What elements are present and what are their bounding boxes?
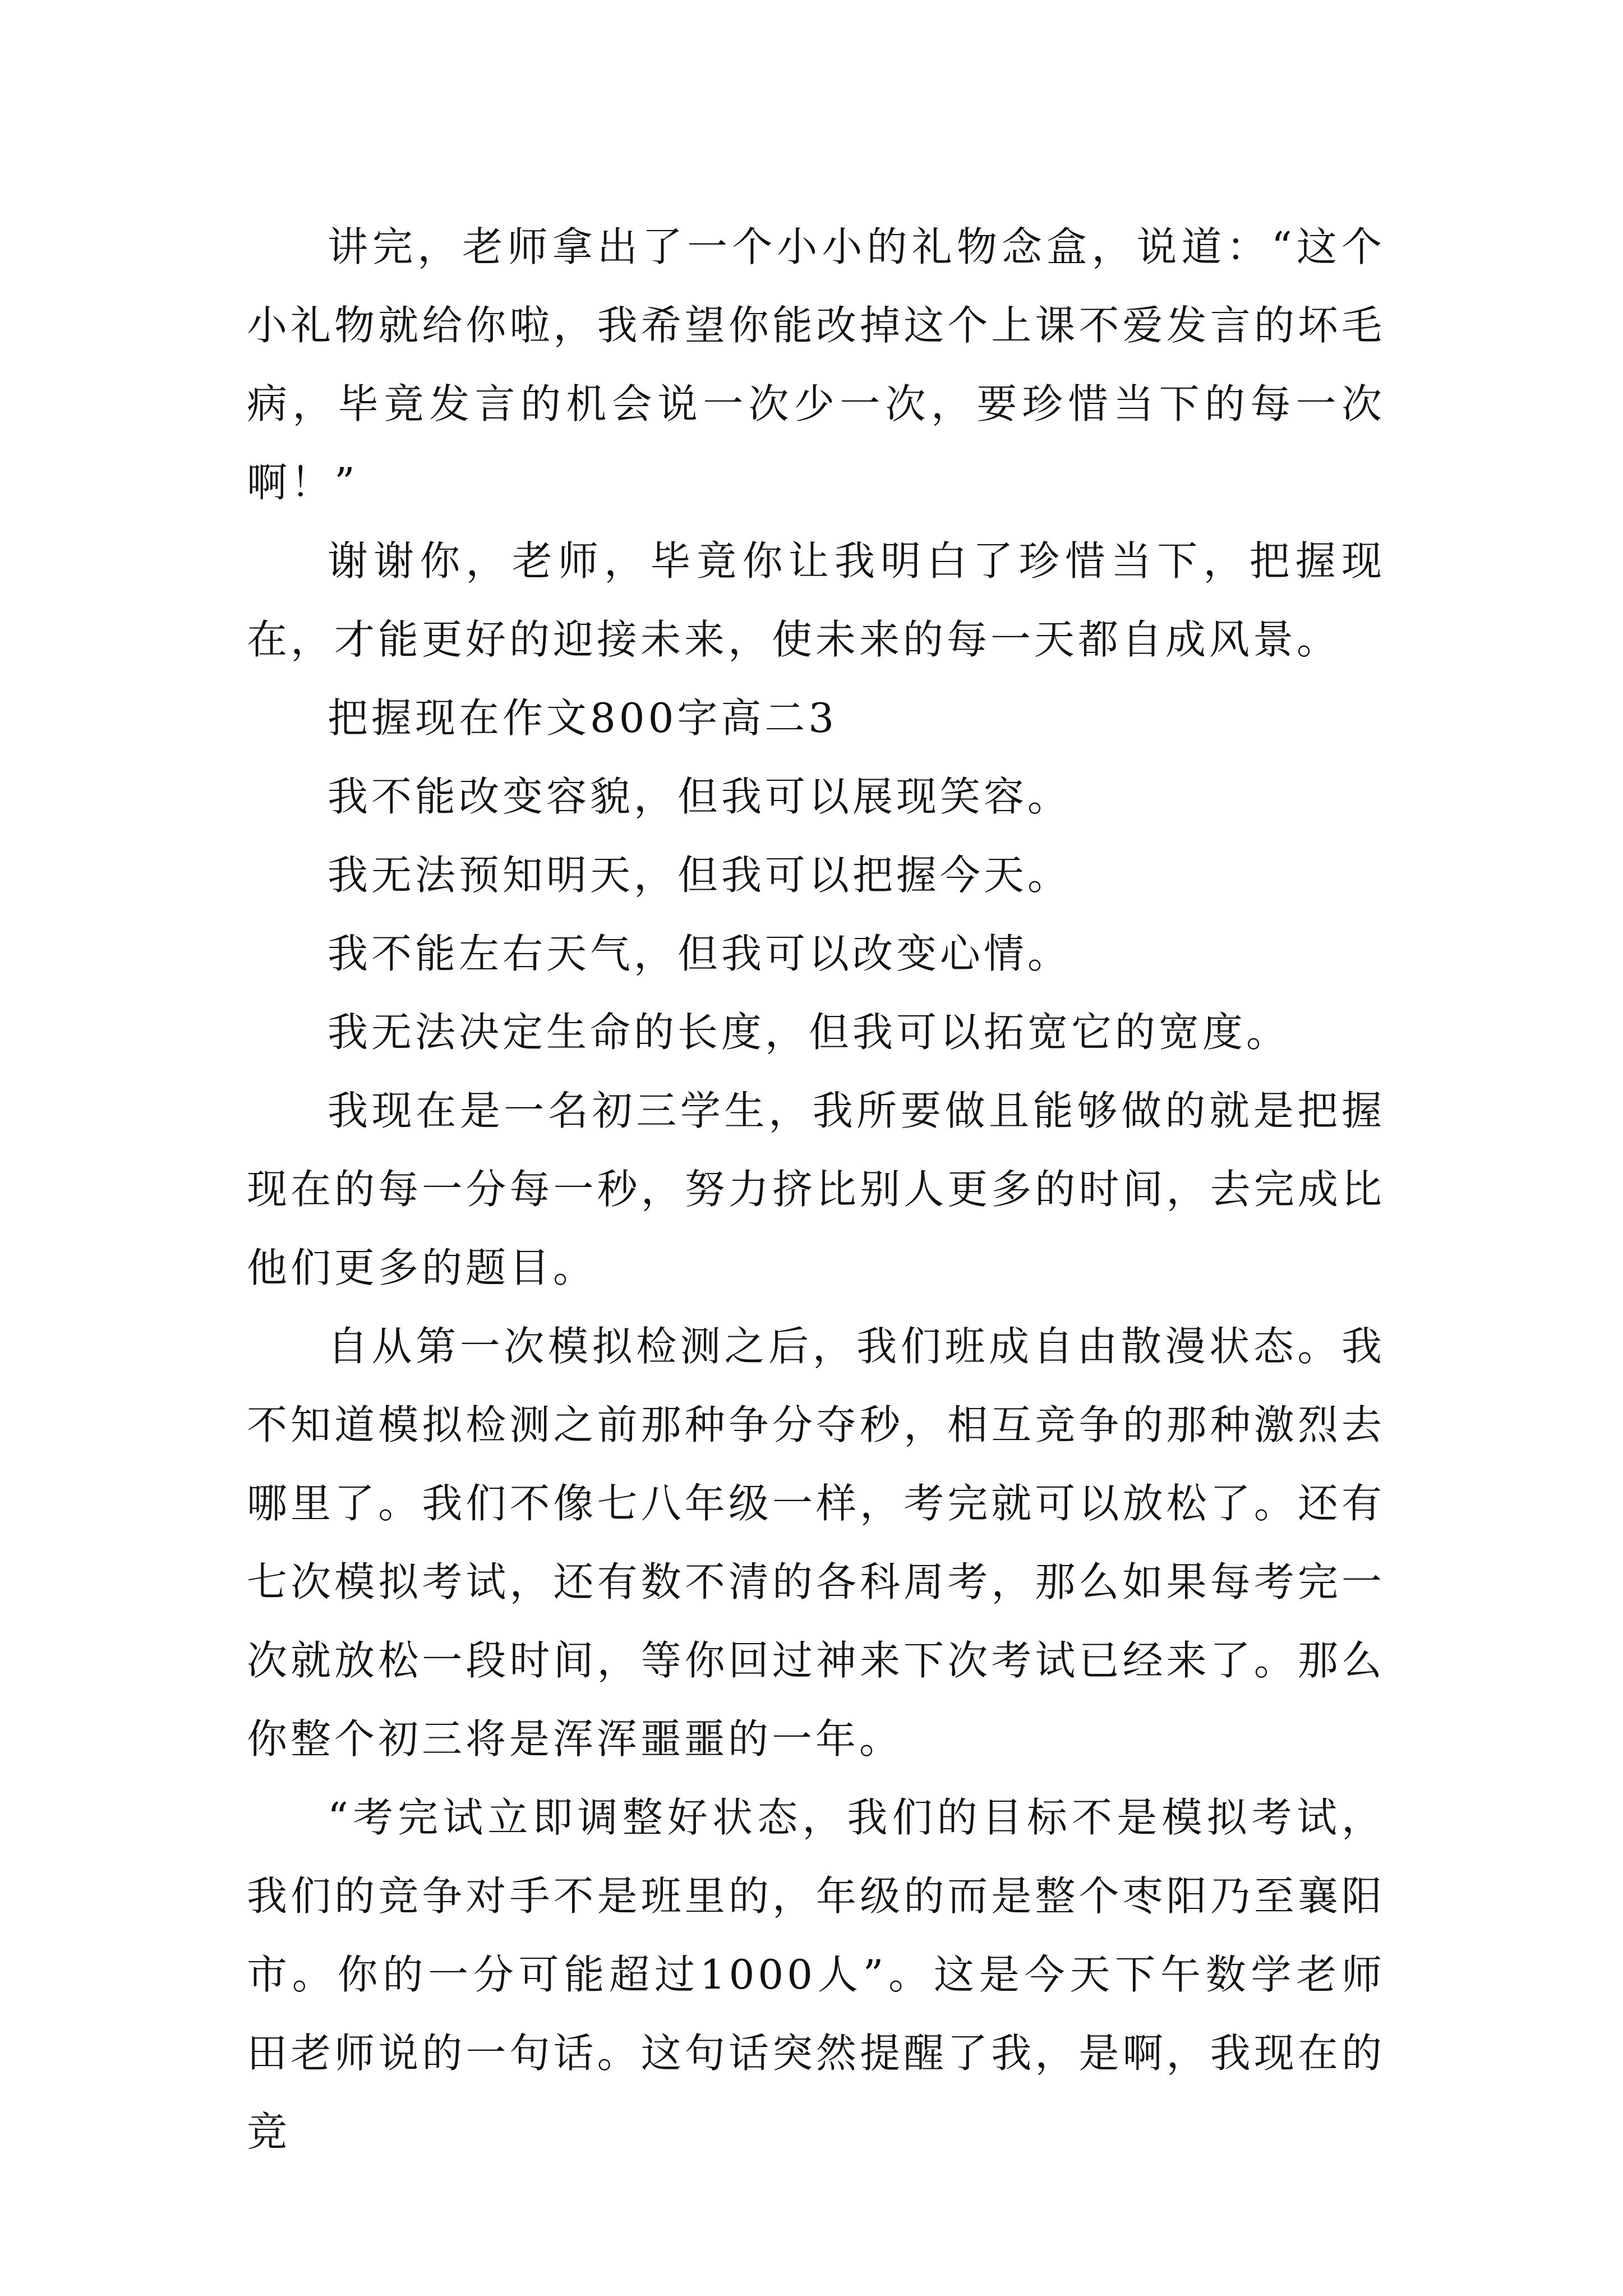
essay-title: 把握现在作文800字高二3 (328, 694, 838, 742)
paragraph-line-weather: 我不能左右天气，但我可以改变心情。 (328, 930, 1072, 977)
paragraph-line-tomorrow: 我无法预知明天，但我可以把握今天。 (328, 852, 1072, 899)
paragraph-student: 我现在是一名初三学生，我所要做且能够做的就是把握现在的每一分每一秒，努力挤比别人更多的时间，去完成比他们更多的题目。 (247, 1087, 1385, 1291)
paragraph-line-life: 我无法决定生命的长度，但我可以拓宽它的宽度。 (328, 1009, 1290, 1056)
paragraph-math-teacher: “考完试立即调整好状态，我们的目标不是模拟考试，我们的竞争对手不是班里的，年级的而是整个枣阳乃至襄阳市。你的一分可能超过1000人”。这是今天下午数学老师田老师说的一句话。这句话突然提醒了我，是啊，我现在的竞 (247, 1794, 1385, 2155)
paragraph-thanks-teacher: 谢谢你，老师，毕竟你让我明白了珍惜当下，把握现在，才能更好的迎接未来，使未来的每一天都自成风景。 (247, 537, 1385, 663)
paragraph-mock-exam: 自从第一次模拟检测之后，我们班成自由散漫状态。我不知道模拟检测之前那种争分夺秒，相互竞争的那种激烈去哪里了。我们不像七八年级一样，考完就可以放松了。还有七次模拟考试，还有数不清的各科周考，那么如果每考完一次就放松一段时间，等你回过神来下次考试已经来了。那么你整个初三将是浑浑噩噩的一年。 (247, 1323, 1385, 1763)
paragraph-teacher-gift: 讲完，老师拿出了一个小小的礼物念盒，说道：“这个小礼物就给你啦，我希望你能改掉这个上课不爱发言的坏毛病，毕竟发言的机会说一次少一次，要珍惜当下的每一次啊！” (247, 223, 1385, 506)
document-body (247, 208, 1385, 2171)
paragraph-line-appearance: 我不能改变容貌，但我可以展现笑容。 (328, 773, 1072, 820)
